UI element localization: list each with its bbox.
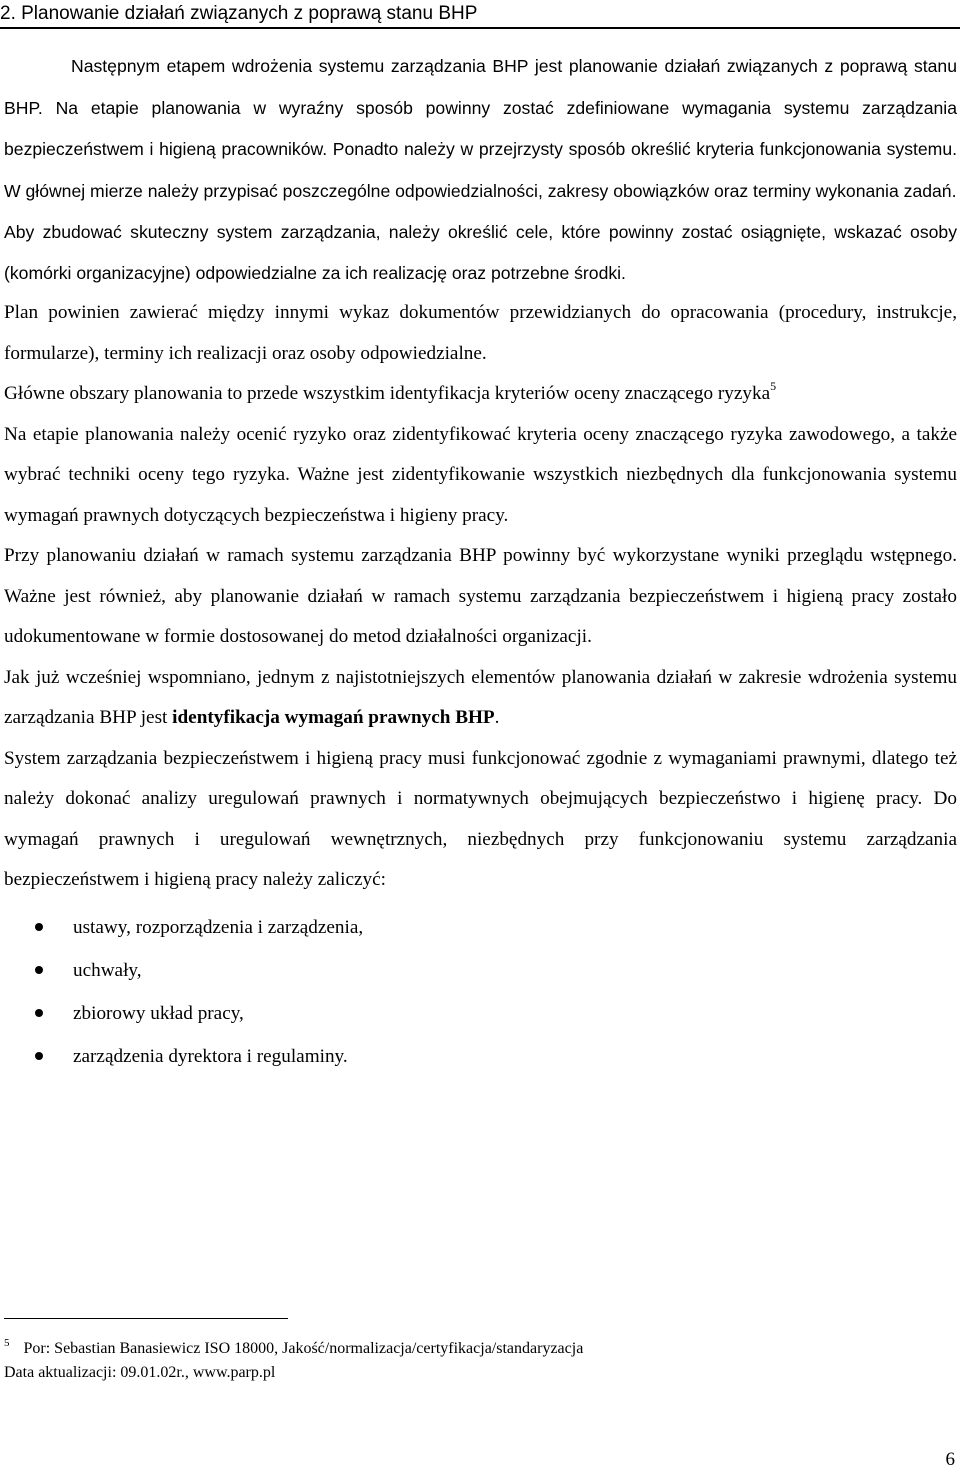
- section-heading: 2. Planowanie działań związanych z poprawą stanu BHP: [0, 3, 478, 24]
- paragraph-review: Przy planowaniu działań w ramach systemu zarządzania BHP powinny być wykorzystane wyniki przeglądu wstępnego. Ważne jest również, aby planowanie działań w ramach systemu zarządzania bezpieczeństwem i higieną pracy zostało udokumentowane w formie dostosowanej do metod działalności organizacji.: [4, 545, 957, 647]
- list-item: [4, 1035, 957, 1078]
- paragraph-intro: [4, 46, 957, 212]
- list-item: [4, 949, 957, 992]
- footnote-reference[interactable]: 5: [770, 379, 777, 393]
- page-number: 6: [945, 1449, 955, 1470]
- heading-underline: [0, 27, 960, 29]
- bullet-icon: [35, 966, 43, 974]
- footnote: [4, 1337, 583, 1385]
- list-item-label: zarządzenia dyrektora i regulaminy.: [73, 1045, 348, 1067]
- body-text: [4, 46, 957, 1078]
- list-item-label: uchwały,: [73, 959, 142, 981]
- list-item: [4, 906, 957, 949]
- paragraph-legal-text: Jak już wcześniej wspomniano, jednym z najistotniejszych elementów planowania działań w zakresie wdrożenia systemu zarządzania BHP jest: [4, 666, 957, 728]
- footnote-mark: 5: [4, 1337, 10, 1349]
- footnote-citation: Por: Sebastian Banasiewicz ISO 18000, Jakość/normalizacja/certyfikacja/standaryzacja: [23, 1340, 584, 1357]
- footnote-separator: [4, 1318, 288, 1319]
- list-item: [4, 992, 957, 1035]
- paragraph-plan: Plan powinien zawierać między innymi wykaz dokumentów przewidzianych do opracowania (procedury, instrukcje, formularze), terminy ich realizacji oraz osoby odpowiedzialne.: [4, 302, 957, 364]
- paragraph-legal: [4, 658, 957, 739]
- requirements-list: [4, 906, 957, 1078]
- paragraph-areas-text: Główne obszary planowania to przede wszystkim identyfikacja kryteriów oceny znaczącego ryzyka: [4, 383, 771, 404]
- list-item-label: zbiorowy układ pracy,: [73, 1002, 244, 1024]
- bullet-icon: [35, 923, 43, 931]
- paragraph-requirements: System zarządzania bezpieczeństwem i higieną pracy musi funkcjonować zgodnie z wymaganiami prawnymi, dlatego też należy dokonać analizy uregulowań prawnych i normatywnych obejmujących bezpieczeństwo i higienę pracy. Do wymagań prawnych i uregulowań wewnętrznych, niezbędnych przy funkcjonowaniu systemu zarządzania bezpieczeństwem i higieną pracy należy zaliczyć:: [4, 747, 957, 890]
- bullet-icon: [35, 1052, 43, 1060]
- paragraph-legal-end: .: [494, 707, 500, 728]
- bullet-icon: [35, 1009, 43, 1017]
- paragraph-intro-text: Następnym etapem wdrożenia systemu zarządzania BHP jest planowanie działań związanych z poprawą stanu BHP. Na etapie planowania w wyraźny sposób powinny zostać zdefiniowane wymagania systemu zarządzania bezpieczeństwem i higieną pracowników. Ponadto należy w przejrzysty sposób określić kryteria funkcjonowania systemu.: [4, 56, 957, 159]
- footnote-line-2: Data aktualizacji: 09.01.02r., www.parp.pl: [4, 1364, 276, 1381]
- paragraph-legal-emphasis: identyfikacja wymagań prawnych BHP: [172, 707, 495, 728]
- footnote-line-1: [4, 1337, 583, 1361]
- paragraph-risk: Na etapie planowania należy ocenić ryzyko oraz zidentyfikować kryteria oceny znaczącego ryzyka zawodowego, a także wybrać techniki oceny tego ryzyka. Ważne jest zidentyfikowanie wszystkich niezbędnych dla funkcjonowania systemu wymagań prawnych dotyczących bezpieczeństwa i higieny pracy.: [4, 423, 957, 526]
- paragraph-intro-continued: W głównej mierze należy przypisać poszczególne odpowiedzialności, zakresy obowiązków oraz terminy wykonania zadań.: [4, 180, 957, 201]
- list-item-label: ustawy, rozporządzenia i zarządzenia,: [73, 916, 364, 938]
- paragraph-goals: Aby zbudować skuteczny system zarządzania, należy określić cele, które powinny zostać osiągnięte, wskazać osoby (komórki organizacyjne) odpowiedzialne za ich realizację oraz potrzebne środki.: [4, 222, 957, 283]
- paragraph-areas: [4, 374, 957, 415]
